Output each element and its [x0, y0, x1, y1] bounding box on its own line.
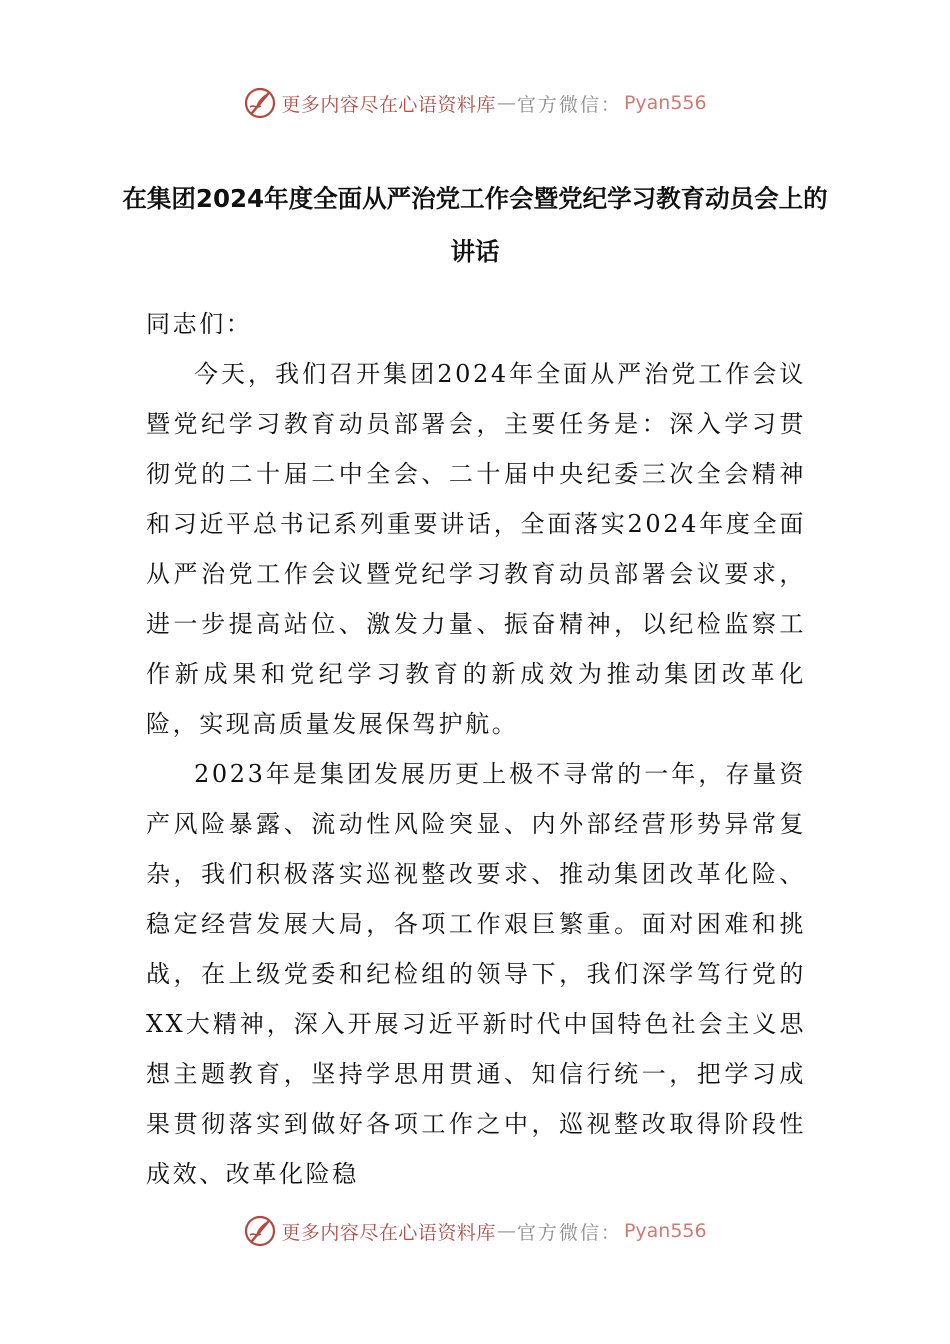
- watermark-sub-text: 官方微信：: [516, 1221, 622, 1244]
- quill-logo-icon: [243, 1214, 277, 1248]
- quill-logo-icon: [243, 86, 277, 120]
- watermark-main-text: 更多内容尽在心语资料库: [281, 93, 496, 116]
- watermark-wechat-id: Pyan556: [623, 92, 707, 114]
- watermark-dash: —: [496, 1220, 516, 1242]
- paragraph-2: 2023年是集团发展历更上极不寻常的一年，存量资产风险暴露、流动性风险突显、内外部经营形势异常复杂，我们积极落实巡视整改要求、推动集团改革化险、稳定经营发展大局，各项工作艰巨繁重。面对困难和挑战，在上级党委和纪检组的领导下，我们深学笃行党的XX大精神，深入开展习近平新时代中国特色社会主义思想主题教育，坚持学思用贯通、知信行统一，把学习成果贯彻落实到做好各项工作之中，巡视整改取得阶段性成效、改革化险稳: [146, 760, 806, 1188]
- document-body: [146, 299, 806, 1199]
- watermark-wechat-id: Pyan556: [623, 1220, 707, 1242]
- document-title: 在集团2024年度全面从严治党工作会暨党纪学习教育动员会上的讲话: [122, 184, 828, 266]
- watermark-header: [0, 83, 950, 123]
- watermark-footer: [0, 1211, 950, 1251]
- watermark-sub-text: 官方微信：: [516, 93, 622, 116]
- paragraph-1: 今天，我们召开集团2024年全面从严治党工作会议暨党纪学习教育动员部署会，主要任务是：深入学习贯彻党的二十届二中全会、二十届中央纪委三次全会精神和习近平总书记系列重要讲话，全面落实2024年度全面从严治党工作会议暨党纪学习教育动员部署会议要求，进一步提高站位、激发力量、振奋精神，以纪检监察工作新成果和党纪学习教育的新成效为推动集团改革化险，实现高质量发展保驾护航。: [146, 360, 806, 738]
- watermark-main-text: 更多内容尽在心语资料库: [281, 1221, 496, 1244]
- watermark-dash: —: [496, 92, 516, 114]
- salutation: 同志们：: [146, 310, 253, 338]
